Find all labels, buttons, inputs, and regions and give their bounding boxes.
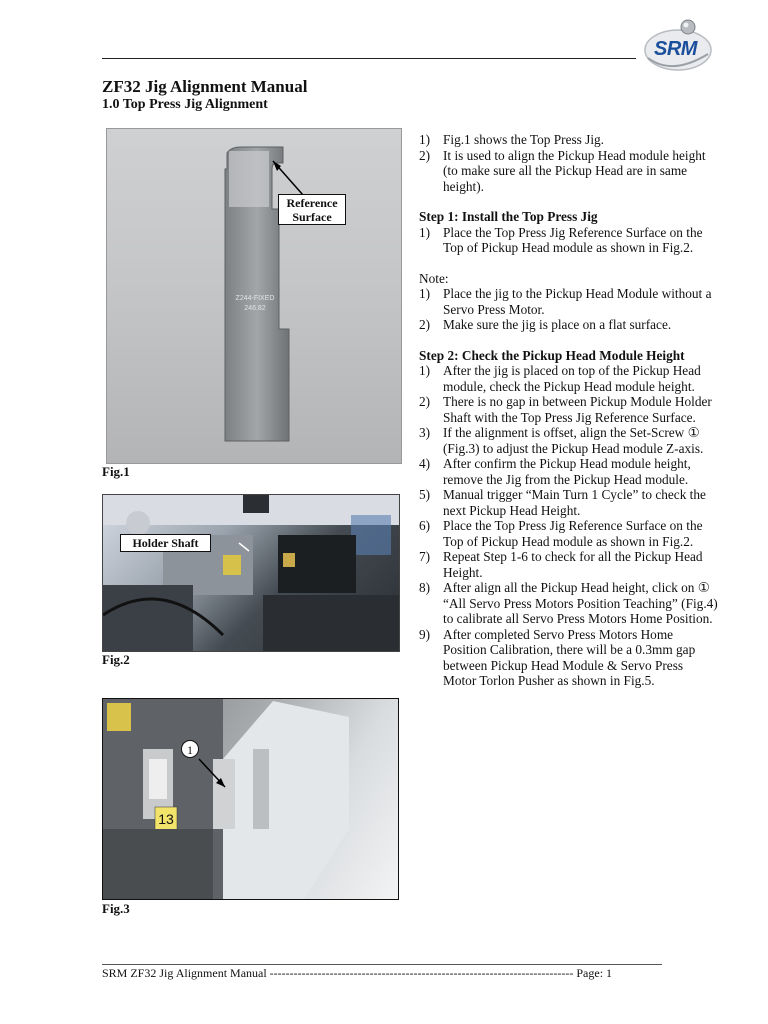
list-item: 3) If the alignment is offset, align the Set-Screw ① (Fig.3) to adjust the Pickup Head module Z-axis. xyxy=(419,425,704,456)
fig2-caption: Fig.2 xyxy=(102,652,130,667)
instructions-column xyxy=(419,132,719,689)
holder-shaft-callout: Holder Shaft xyxy=(120,534,211,552)
note-list xyxy=(419,286,719,333)
top-press-jig-image xyxy=(107,129,402,464)
footer-rule xyxy=(102,964,662,965)
list-item: 6) Place the Top Press Jig Reference Surface on the Top of Pickup Head module as shown in Fig.2. xyxy=(419,518,703,549)
step2-heading: Step 2: Check the Pickup Head Module Height xyxy=(419,347,685,363)
set-screw-marker: 1 xyxy=(181,740,199,758)
header-rule xyxy=(102,58,636,59)
list-item: 2) Make sure the jig is place on a flat surface. xyxy=(419,317,672,332)
note-heading: Note: xyxy=(419,270,449,286)
list-item: 1) Fig.1 shows the Top Press Jig. xyxy=(419,132,604,147)
module-number-label: 13 xyxy=(158,811,174,827)
set-screw-closeup-image xyxy=(103,699,399,900)
list-item: 1) Place the jig to the Pickup Head Module without a Servo Press Motor. xyxy=(419,286,712,317)
section-title: 1.0 Top Press Jig Alignment xyxy=(102,97,268,112)
intro-list xyxy=(419,132,719,194)
logo-text: SRM xyxy=(654,38,697,60)
fig1-photo xyxy=(106,128,402,464)
srm-logo xyxy=(642,18,714,74)
page-title: ZF32 Jig Alignment Manual xyxy=(102,77,308,96)
fig3-photo xyxy=(102,698,399,900)
jig-engraving-line1: Z244-FIXED xyxy=(235,295,275,302)
step1-heading: Step 1: Install the Top Press Jig xyxy=(419,209,598,224)
page-footer: SRM ZF32 Jig Alignment Manual ---------------------------------------------------------------------------- Page: 1 xyxy=(102,966,613,980)
fig1-caption: Fig.1 xyxy=(102,464,130,479)
step1-list xyxy=(419,225,719,256)
list-item: 8) After align all the Pickup Head height, click on ① “All Servo Press Motors Position Teaching” (Fig.4) to calibrate all Servo Press Motors Home Position. xyxy=(419,580,718,626)
fig3-caption: Fig.3 xyxy=(102,901,130,916)
list-item: 2) It is used to align the Pickup Head module height (to make sure all the Pickup Head are in same height). xyxy=(419,147,706,194)
list-item: 1) After the jig is placed on top of the Pickup Head module, check the Pickup Head module height. xyxy=(419,363,701,394)
list-item: 9) After completed Servo Press Motors Home Position Calibration, there will be a 0.3mm gap between Pickup Head Module & Servo Press Motor Torlon Pusher as shown in Fig.5. xyxy=(419,626,696,688)
fig2-photo xyxy=(102,494,400,652)
jig-engraving-line2: 246.82 xyxy=(244,305,266,312)
list-item: 5) Manual trigger “Main Turn 1 Cycle” to check the next Pickup Head Height. xyxy=(419,487,706,518)
list-item: 2) There is no gap in between Pickup Module Holder Shaft with the Top Press Jig Reference Surface. xyxy=(419,394,712,425)
reference-surface-callout: Reference Surface xyxy=(278,194,346,225)
list-item: 7) Repeat Step 1-6 to check for all the Pickup Head Height. xyxy=(419,549,703,580)
list-item: 1) Place the Top Press Jig Reference Surface on the Top of Pickup Head module as shown in Fig.2. xyxy=(419,224,703,255)
step2-list xyxy=(419,363,719,689)
pickup-head-module-image xyxy=(103,495,400,652)
list-item: 4) After confirm the Pickup Head module height, remove the Jig from the Pickup Head module. xyxy=(419,456,691,487)
